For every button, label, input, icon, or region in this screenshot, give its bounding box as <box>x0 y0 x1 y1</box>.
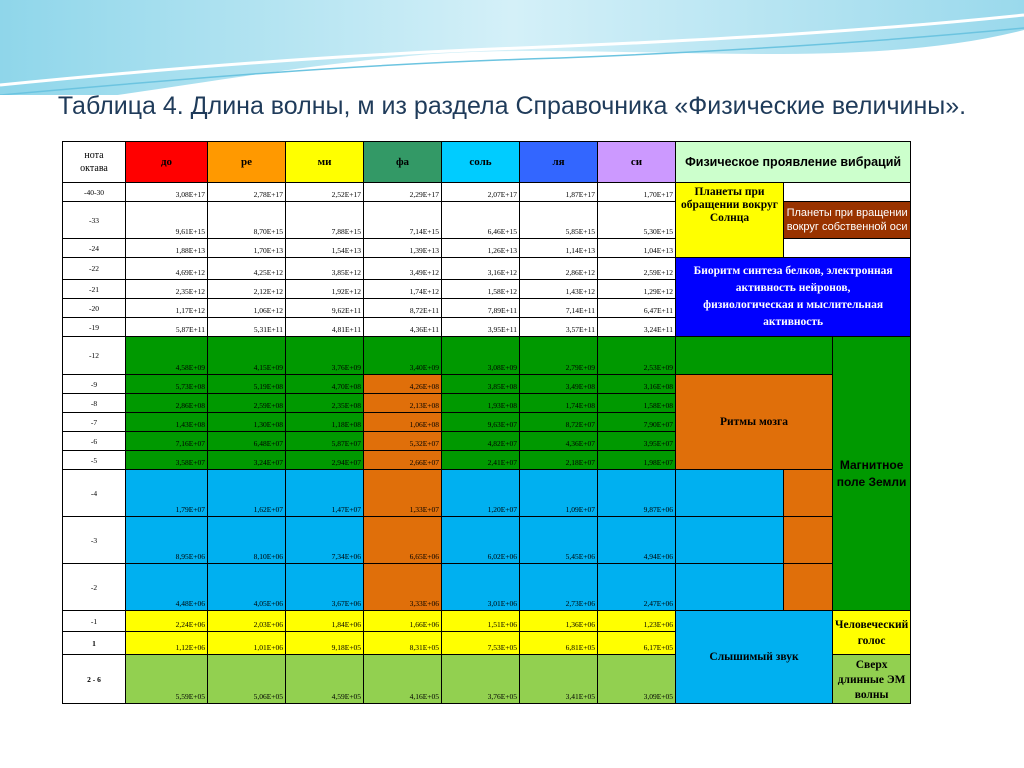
value-cell: 9,18E+05 <box>286 632 364 655</box>
value-cell: 5,31E+11 <box>208 318 286 337</box>
octave-cell: -4 <box>63 470 126 517</box>
value-cell: 1,79E+07 <box>126 470 208 517</box>
value-cell: 8,72E+07 <box>520 413 598 432</box>
octave-cell: -3 <box>63 517 126 564</box>
value-cell: 1,58E+12 <box>442 280 520 299</box>
value-cell: 2,03E+06 <box>208 611 286 632</box>
value-cell: 4,58E+09 <box>126 337 208 375</box>
value-cell: 1,18E+08 <box>286 413 364 432</box>
value-cell: 1,47E+07 <box>286 470 364 517</box>
value-cell: 1,14E+13 <box>520 239 598 258</box>
value-cell: 3,08E+09 <box>442 337 520 375</box>
empty-cell <box>676 470 784 517</box>
value-cell: 6,81E+05 <box>520 632 598 655</box>
octave-cell: -8 <box>63 394 126 413</box>
value-cell: 1,74E+12 <box>364 280 442 299</box>
value-cell: 2,35E+12 <box>126 280 208 299</box>
value-cell: 3,85E+08 <box>442 375 520 394</box>
value-cell: 6,48E+07 <box>208 432 286 451</box>
phenomenon-human-voice: Человеческий голос <box>833 611 911 655</box>
page-title: Таблица 4. Длина волны, м из раздела Справочника «Физические величины». <box>57 92 967 120</box>
octave-cell: -1 <box>63 611 126 632</box>
value-cell: 4,70E+08 <box>286 375 364 394</box>
octave-cell: -33 <box>63 202 126 239</box>
value-cell: 3,85E+12 <box>286 258 364 280</box>
value-cell: 3,95E+11 <box>442 318 520 337</box>
value-cell: 1,36E+06 <box>520 611 598 632</box>
value-cell: 5,30E+15 <box>598 202 676 239</box>
empty-cell <box>676 564 784 611</box>
value-cell: 2,29E+17 <box>364 183 442 202</box>
value-cell: 7,88E+15 <box>286 202 364 239</box>
value-cell: 5,59E+05 <box>126 655 208 704</box>
value-cell: 1,09E+07 <box>520 470 598 517</box>
value-cell: 9,87E+06 <box>598 470 676 517</box>
value-cell: 1,43E+12 <box>520 280 598 299</box>
value-cell: 1,88E+13 <box>126 239 208 258</box>
value-cell: 6,02E+06 <box>442 517 520 564</box>
octave-cell: -19 <box>63 318 126 337</box>
value-cell: 3,01E+06 <box>442 564 520 611</box>
empty-cell <box>784 517 833 564</box>
value-cell: 5,06E+05 <box>208 655 286 704</box>
value-cell: 8,31E+05 <box>364 632 442 655</box>
value-cell: 2,78E+17 <box>208 183 286 202</box>
value-cell: 2,35E+08 <box>286 394 364 413</box>
table-row <box>63 611 911 632</box>
wavelength-table <box>62 141 911 704</box>
value-cell: 3,09E+05 <box>598 655 676 704</box>
value-cell: 7,16E+07 <box>126 432 208 451</box>
value-cell: 4,36E+07 <box>520 432 598 451</box>
value-cell: 1,12E+06 <box>126 632 208 655</box>
header-wave-decoration <box>0 0 1024 95</box>
octave-cell: -5 <box>63 451 126 470</box>
value-cell: 4,82E+07 <box>442 432 520 451</box>
octave-cell: -20 <box>63 299 126 318</box>
value-cell: 3,76E+05 <box>442 655 520 704</box>
value-cell: 1,92E+12 <box>286 280 364 299</box>
value-cell: 6,65E+06 <box>364 517 442 564</box>
value-cell: 1,01E+06 <box>208 632 286 655</box>
value-cell: 3,16E+08 <box>598 375 676 394</box>
value-cell: 4,05E+06 <box>208 564 286 611</box>
phenomenon-planets-rotation: Планеты при вращении вокруг собственной оси <box>784 202 911 239</box>
value-cell: 6,17E+05 <box>598 632 676 655</box>
value-cell: 6,47E+11 <box>598 299 676 318</box>
value-cell: 5,32E+07 <box>364 432 442 451</box>
value-cell: 2,41E+07 <box>442 451 520 470</box>
value-cell: 2,86E+08 <box>126 394 208 413</box>
header-note-fa: фа <box>364 142 442 183</box>
octave-cell: -24 <box>63 239 126 258</box>
value-cell: 2,59E+08 <box>208 394 286 413</box>
value-cell: 3,67E+06 <box>286 564 364 611</box>
table-row <box>63 470 911 517</box>
value-cell: 1,87E+17 <box>520 183 598 202</box>
value-cell: 3,57E+11 <box>520 318 598 337</box>
empty-cell <box>784 183 911 202</box>
table-row <box>63 337 911 375</box>
value-cell: 1,51E+06 <box>442 611 520 632</box>
value-cell: 7,89E+11 <box>442 299 520 318</box>
value-cell: 4,81E+11 <box>286 318 364 337</box>
value-cell: 9,61E+15 <box>126 202 208 239</box>
empty-cell <box>784 470 833 517</box>
value-cell: 3,41E+05 <box>520 655 598 704</box>
header-phenomenon: Физическое проявление вибраций <box>676 142 911 183</box>
octave-cell: -12 <box>63 337 126 375</box>
value-cell: 4,69E+12 <box>126 258 208 280</box>
value-cell: 4,36E+11 <box>364 318 442 337</box>
value-cell: 9,63E+07 <box>442 413 520 432</box>
header-note-octave <box>63 142 126 183</box>
value-cell: 3,49E+12 <box>364 258 442 280</box>
value-cell: 1,06E+12 <box>208 299 286 318</box>
header-note-sol: соль <box>442 142 520 183</box>
value-cell: 1,04E+13 <box>598 239 676 258</box>
value-cell: 1,58E+08 <box>598 394 676 413</box>
table-row <box>63 239 911 258</box>
octave-cell: -6 <box>63 432 126 451</box>
value-cell: 7,14E+15 <box>364 202 442 239</box>
octave-cell: 1 <box>63 632 126 655</box>
value-cell: 7,53E+05 <box>442 632 520 655</box>
phenomenon-brain-rhythms: Ритмы мозга <box>676 375 833 470</box>
value-cell: 1,84E+06 <box>286 611 364 632</box>
value-cell: 1,62E+07 <box>208 470 286 517</box>
value-cell: 7,90E+07 <box>598 413 676 432</box>
octave-cell: -21 <box>63 280 126 299</box>
value-cell: 4,15E+09 <box>208 337 286 375</box>
value-cell: 6,46E+15 <box>442 202 520 239</box>
value-cell: 1,06E+08 <box>364 413 442 432</box>
value-cell: 2,07E+17 <box>442 183 520 202</box>
value-cell: 5,45E+06 <box>520 517 598 564</box>
value-cell: 3,08E+17 <box>126 183 208 202</box>
phenomenon-biorhythm: Биоритм синтеза белков, электронная активность нейронов, физиологическая и мыслительная активность <box>676 258 911 337</box>
value-cell: 5,85E+15 <box>520 202 598 239</box>
phenomenon-very-long-em-waves: Сверх длинные ЭМ волны <box>833 655 911 704</box>
value-cell: 8,70E+15 <box>208 202 286 239</box>
value-cell: 1,39E+13 <box>364 239 442 258</box>
value-cell: 5,73E+08 <box>126 375 208 394</box>
value-cell: 4,48E+06 <box>126 564 208 611</box>
table-row <box>63 517 911 564</box>
value-cell: 1,17E+12 <box>126 299 208 318</box>
value-cell: 1,23E+06 <box>598 611 676 632</box>
value-cell: 7,34E+06 <box>286 517 364 564</box>
value-cell: 3,33E+06 <box>364 564 442 611</box>
value-cell: 2,73E+06 <box>520 564 598 611</box>
value-cell: 5,19E+08 <box>208 375 286 394</box>
header-note-do: до <box>126 142 208 183</box>
table-row <box>63 375 911 394</box>
table-row <box>63 183 911 202</box>
value-cell: 2,12E+12 <box>208 280 286 299</box>
header-note-label: нота <box>84 150 104 161</box>
value-cell: 1,33E+07 <box>364 470 442 517</box>
phenomenon-audible-sound: Слышимый звук <box>676 611 833 704</box>
value-cell: 3,49E+08 <box>520 375 598 394</box>
value-cell: 1,54E+13 <box>286 239 364 258</box>
value-cell: 1,43E+08 <box>126 413 208 432</box>
header-note-si: си <box>598 142 676 183</box>
value-cell: 4,16E+05 <box>364 655 442 704</box>
value-cell: 9,62E+11 <box>286 299 364 318</box>
value-cell: 3,24E+11 <box>598 318 676 337</box>
value-cell: 2,24E+06 <box>126 611 208 632</box>
value-cell: 1,70E+17 <box>598 183 676 202</box>
value-cell: 2,86E+12 <box>520 258 598 280</box>
value-cell: 1,74E+08 <box>520 394 598 413</box>
header-octave-label: октава <box>80 163 108 174</box>
value-cell: 2,79E+09 <box>520 337 598 375</box>
value-cell: 1,29E+12 <box>598 280 676 299</box>
empty-cell <box>784 564 833 611</box>
phenomenon-earth-magnetic-field: Магнитное поле Земли <box>833 337 911 611</box>
table-row <box>63 258 911 280</box>
octave-cell: -2 <box>63 564 126 611</box>
phenomenon-planets-orbit: Планеты при обращении вокруг Солнца <box>676 183 784 258</box>
value-cell: 1,93E+08 <box>442 394 520 413</box>
value-cell: 2,94E+07 <box>286 451 364 470</box>
value-cell: 2,59E+12 <box>598 258 676 280</box>
value-cell: 1,30E+08 <box>208 413 286 432</box>
octave-cell: -7 <box>63 413 126 432</box>
value-cell: 2,47E+06 <box>598 564 676 611</box>
value-cell: 8,72E+11 <box>364 299 442 318</box>
header-note-mi: ми <box>286 142 364 183</box>
empty-cell <box>676 517 784 564</box>
empty-cell <box>784 239 911 258</box>
value-cell: 1,70E+13 <box>208 239 286 258</box>
table-row <box>63 202 911 239</box>
value-cell: 4,94E+06 <box>598 517 676 564</box>
value-cell: 3,58E+07 <box>126 451 208 470</box>
header-note-lya: ля <box>520 142 598 183</box>
value-cell: 4,26E+08 <box>364 375 442 394</box>
octave-cell: -22 <box>63 258 126 280</box>
value-cell: 2,53E+09 <box>598 337 676 375</box>
value-cell: 8,95E+06 <box>126 517 208 564</box>
value-cell: 5,87E+11 <box>126 318 208 337</box>
value-cell: 2,13E+08 <box>364 394 442 413</box>
value-cell: 5,87E+07 <box>286 432 364 451</box>
value-cell: 2,66E+07 <box>364 451 442 470</box>
header-note-re: ре <box>208 142 286 183</box>
table-row <box>63 564 911 611</box>
value-cell: 7,14E+11 <box>520 299 598 318</box>
value-cell: 2,52E+17 <box>286 183 364 202</box>
value-cell: 4,25E+12 <box>208 258 286 280</box>
empty-cell <box>676 337 833 375</box>
value-cell: 3,76E+09 <box>286 337 364 375</box>
octave-cell: -9 <box>63 375 126 394</box>
value-cell: 3,40E+09 <box>364 337 442 375</box>
value-cell: 4,59E+05 <box>286 655 364 704</box>
value-cell: 1,66E+06 <box>364 611 442 632</box>
value-cell: 1,20E+07 <box>442 470 520 517</box>
value-cell: 3,16E+12 <box>442 258 520 280</box>
value-cell: 3,24E+07 <box>208 451 286 470</box>
value-cell: 8,10E+06 <box>208 517 286 564</box>
octave-cell: -40-30 <box>63 183 126 202</box>
value-cell: 1,26E+13 <box>442 239 520 258</box>
octave-cell: 2 - 6 <box>63 655 126 704</box>
value-cell: 3,95E+07 <box>598 432 676 451</box>
value-cell: 1,98E+07 <box>598 451 676 470</box>
value-cell: 2,18E+07 <box>520 451 598 470</box>
